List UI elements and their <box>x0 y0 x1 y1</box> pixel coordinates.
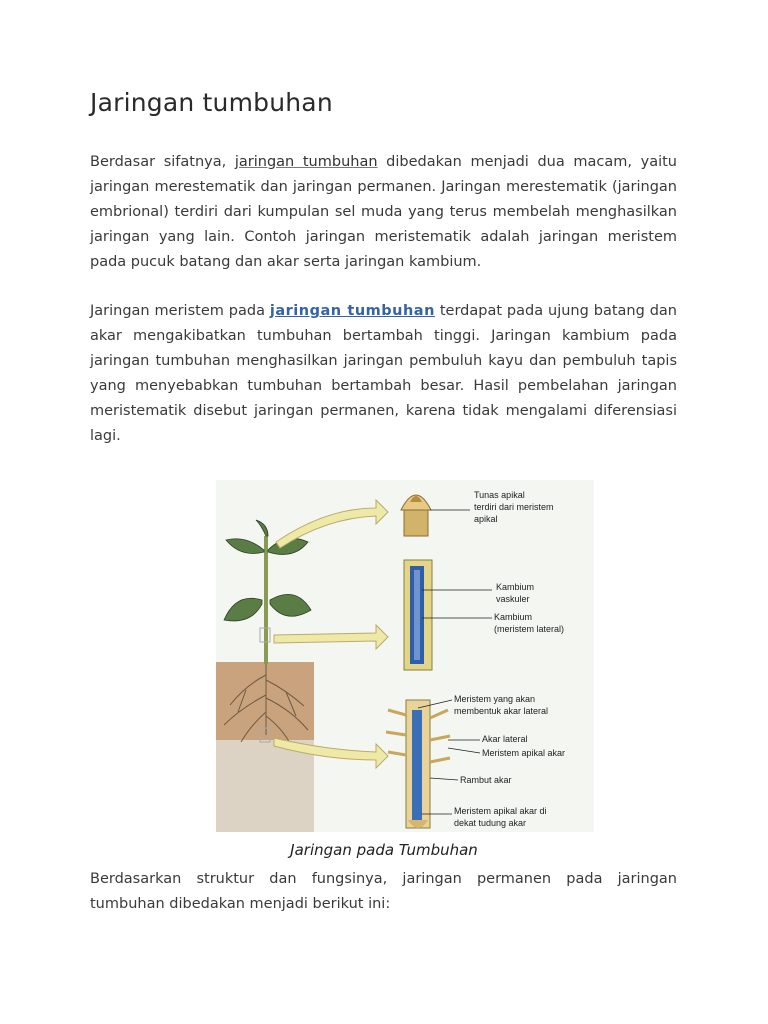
label-meristem-akar-lateral: Meristem yang akan <box>454 694 536 704</box>
paragraph-3: Berdasarkan struktur dan fungsinya, jaringan permanen pada jaringan tumbuhan dibedakan menjadi berikut ini: <box>90 871 677 912</box>
label-kambium-lateral-2: (meristem lateral) <box>494 624 565 634</box>
jaringan-tumbuhan-link-1[interactable]: jaringan tumbuhan <box>234 154 378 170</box>
label-meristem-tudung-2: dekat tudung akar <box>454 818 527 828</box>
label-tunas-apikal-2: terdiri dari meristem <box>474 502 554 512</box>
paragraph-1 <box>90 150 677 275</box>
label-kambium-vaskuler-2: vaskuler <box>496 594 530 604</box>
label-tunas-apikal-3: apikal <box>474 514 498 524</box>
paragraph-2-start: Jaringan meristem pada <box>90 303 270 319</box>
paragraph-2 <box>90 299 677 449</box>
label-kambium-lateral: Kambium <box>494 612 533 622</box>
page-title: Jaringan tumbuhan <box>90 88 333 117</box>
plant-tissue-figure <box>216 480 594 832</box>
label-tunas-apikal: Tunas apikal <box>474 490 525 500</box>
label-akar-lateral: Akar lateral <box>482 734 528 744</box>
plant-stem <box>264 536 268 664</box>
label-rambut-akar: Rambut akar <box>460 775 512 785</box>
label-kambium-vaskuler: Kambium <box>496 582 535 592</box>
label-meristem-akar-lateral-2: membentuk akar lateral <box>454 706 549 716</box>
stem-section-illustration <box>404 560 432 670</box>
jaringan-tumbuhan-link-2[interactable]: jaringan tumbuhan <box>269 303 435 319</box>
paragraph-1-start: Berdasar sifatnya, <box>90 154 235 170</box>
paragraph-1-rest: dibedakan menjadi dua macam, yaitu jaringan merestematik dan jaringan permanen. Jaringan merestematik (jaringan embrional) terdiri dari kumpulan sel muda yang terus membelah menghasilkan jaringan yang lain. Contoh jaringan meristematik adalah jaringan meristem pada pucuk batang dan akar serta jaringan kambium. <box>90 154 677 270</box>
label-meristem-tudung: Meristem apikal akar di <box>454 806 547 816</box>
label-meristem-apikal-akar: Meristem apikal akar <box>482 748 566 758</box>
paragraph-2-rest: terdapat pada ujung batang dan akar mengakibatkan tumbuhan bertambah tinggi. Jaringan kambium pada jaringan tumbuhan menghasilkan jaringan pembuluh kayu dan pembuluh tapis yang menyebabkan tumbuhan bertambah besar. Hasil pembelahan jaringan meristematik disebut jaringan permanen, karena tidak mengalami diferensiasi lagi. <box>90 303 677 444</box>
figure-caption: Jaringan pada Tumbuhan <box>290 841 478 859</box>
